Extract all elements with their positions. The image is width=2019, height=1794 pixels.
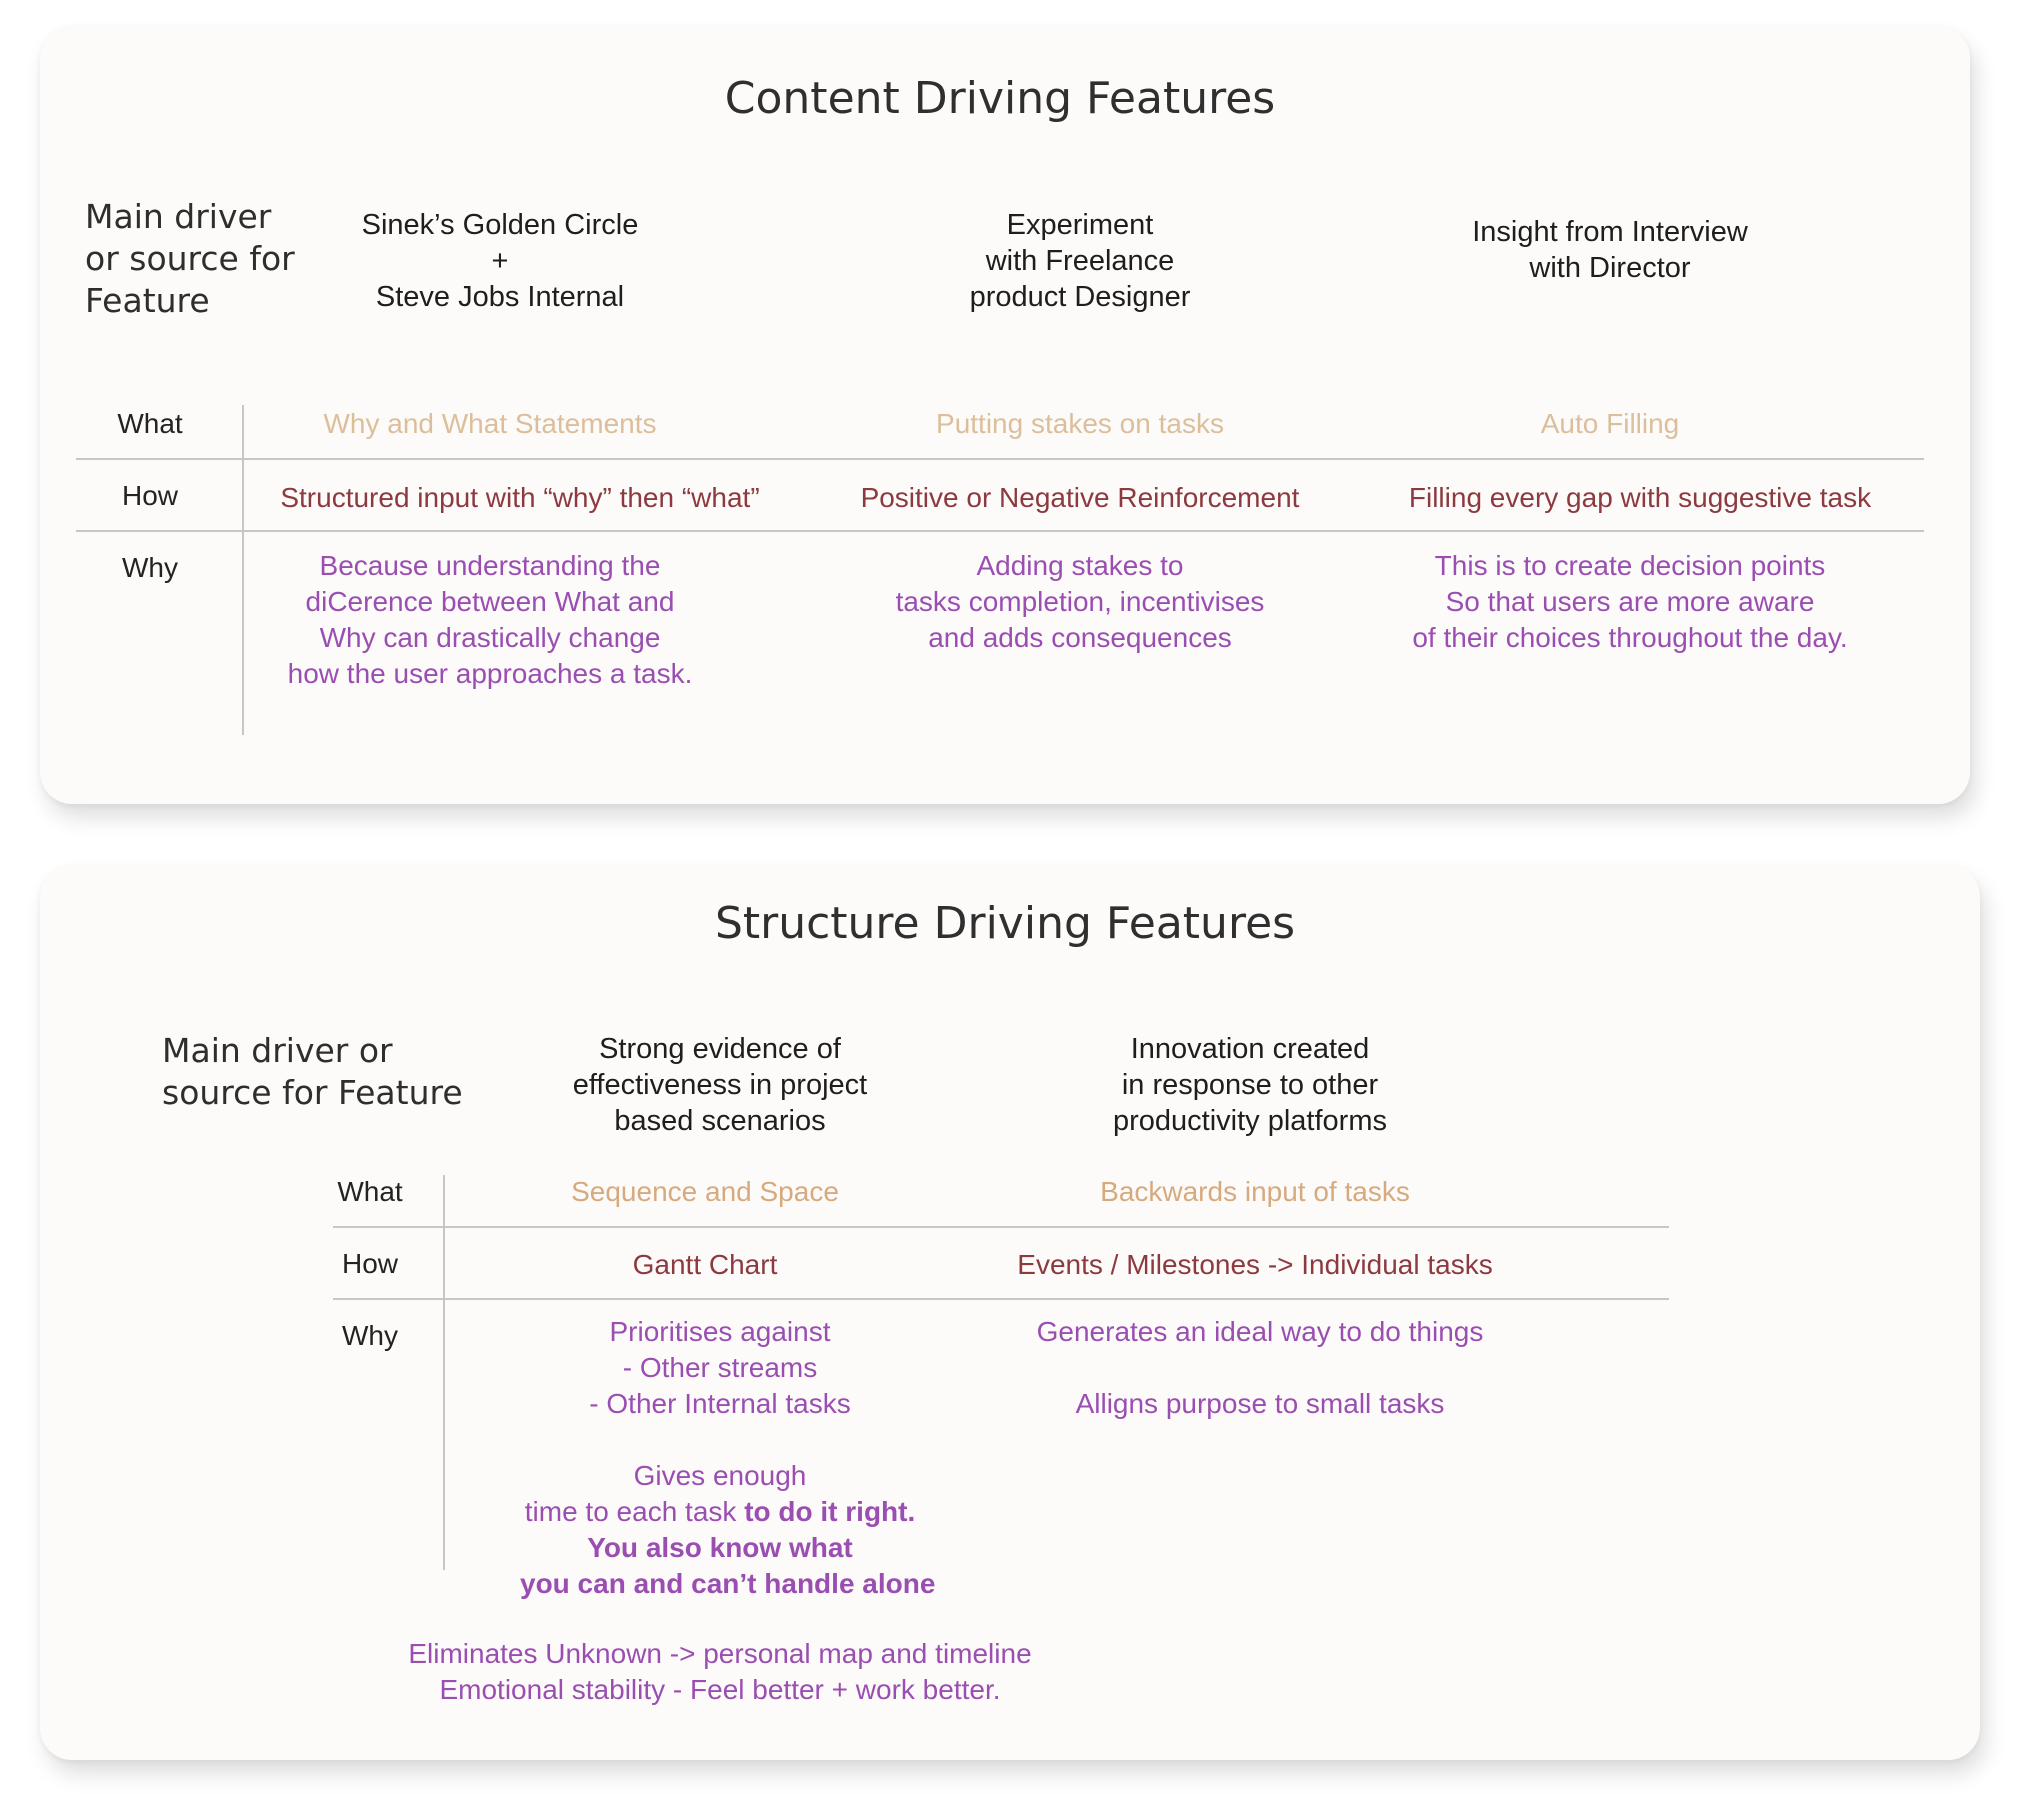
why1-line-2: - Other streams bbox=[622, 1352, 818, 1383]
content-title: Content Driving Features bbox=[724, 73, 1276, 124]
structure-driver-2: Innovation created in response to other productivity platforms bbox=[1113, 1033, 1387, 1137]
structure-row-label-what: What bbox=[337, 1176, 403, 1207]
structure-why-2 bbox=[1010, 1314, 1510, 1422]
why1-line-4: Gives enough bbox=[633, 1460, 807, 1491]
structure-row-label-why: Why bbox=[342, 1320, 398, 1351]
content-row-label-how: How bbox=[121, 480, 178, 511]
content-what-3: Auto Filling bbox=[1540, 408, 1680, 439]
content-what-1: Why and What Statements bbox=[323, 408, 657, 439]
structure-why-1 bbox=[520, 1314, 936, 1602]
why1-line-6: You also know what bbox=[587, 1532, 853, 1563]
content-how-3: Filling every gap with suggestive task bbox=[1408, 482, 1872, 513]
content-how-1: Structured input with “why” then “what” bbox=[280, 482, 760, 513]
content-driver-3: Insight from Interview with Director bbox=[1472, 216, 1748, 284]
content-table-divider-1 bbox=[76, 458, 1924, 460]
structure-what-2: Backwards input of tasks bbox=[1100, 1176, 1410, 1207]
why2-line-2: Alligns purpose to small tasks bbox=[1075, 1388, 1445, 1419]
why1-line-5-emphasis: to do it right. bbox=[744, 1496, 916, 1527]
content-driver-1: Sinek’s Golden Circle + Steve Jobs Internal bbox=[361, 209, 639, 313]
structure-table-divider-2 bbox=[333, 1298, 1669, 1300]
structure-footer-note: Eliminates Unknown -> personal map and timeline Emotional stability - Feel better + work better. bbox=[408, 1638, 1032, 1705]
structure-table-divider-1 bbox=[333, 1226, 1669, 1228]
content-why-1: Because understanding the diCerence between What and Why can drastically change how the user approaches a task. bbox=[287, 550, 693, 689]
content-how-2: Positive or Negative Reinforcement bbox=[860, 482, 1300, 513]
structure-row-label-how: How bbox=[341, 1248, 398, 1279]
structure-features-card bbox=[40, 865, 1980, 1760]
content-why-3: This is to create decision points So that users are more aware of their choices throughout the day. bbox=[1412, 550, 1848, 653]
content-driver-2: Experiment with Freelance product Designer bbox=[969, 209, 1191, 313]
why1-line-1: Prioritises against bbox=[609, 1316, 831, 1347]
content-what-2: Putting stakes on tasks bbox=[936, 408, 1224, 439]
structure-what-1: Sequence and Space bbox=[571, 1176, 839, 1207]
content-row-label-what: What bbox=[117, 408, 183, 439]
structure-driver-label: Main driver or source for Feature bbox=[162, 1031, 463, 1112]
structure-how-2: Events / Milestones -> Individual tasks bbox=[1017, 1249, 1493, 1280]
structure-title: Structure Driving Features bbox=[714, 898, 1296, 949]
content-driver-label: Main driver or source for Feature bbox=[85, 197, 295, 320]
structure-how-1: Gantt Chart bbox=[632, 1249, 778, 1280]
structure-driver-1: Strong evidence of effectiveness in project based scenarios bbox=[572, 1033, 868, 1137]
structure-table-divider-vertical bbox=[443, 1175, 445, 1570]
why1-line-7: you can and can’t handle alone bbox=[520, 1568, 936, 1599]
why1-line-3: - Other Internal tasks bbox=[589, 1388, 851, 1419]
why1-line-5: time to each task bbox=[524, 1496, 745, 1527]
why2-line-1: Generates an ideal way to do things bbox=[1036, 1316, 1484, 1347]
content-row-label-why: Why bbox=[122, 552, 178, 583]
content-table-divider-2 bbox=[76, 530, 1924, 532]
content-why-2: Adding stakes to tasks completion, incentivises and adds consequences bbox=[895, 550, 1265, 653]
